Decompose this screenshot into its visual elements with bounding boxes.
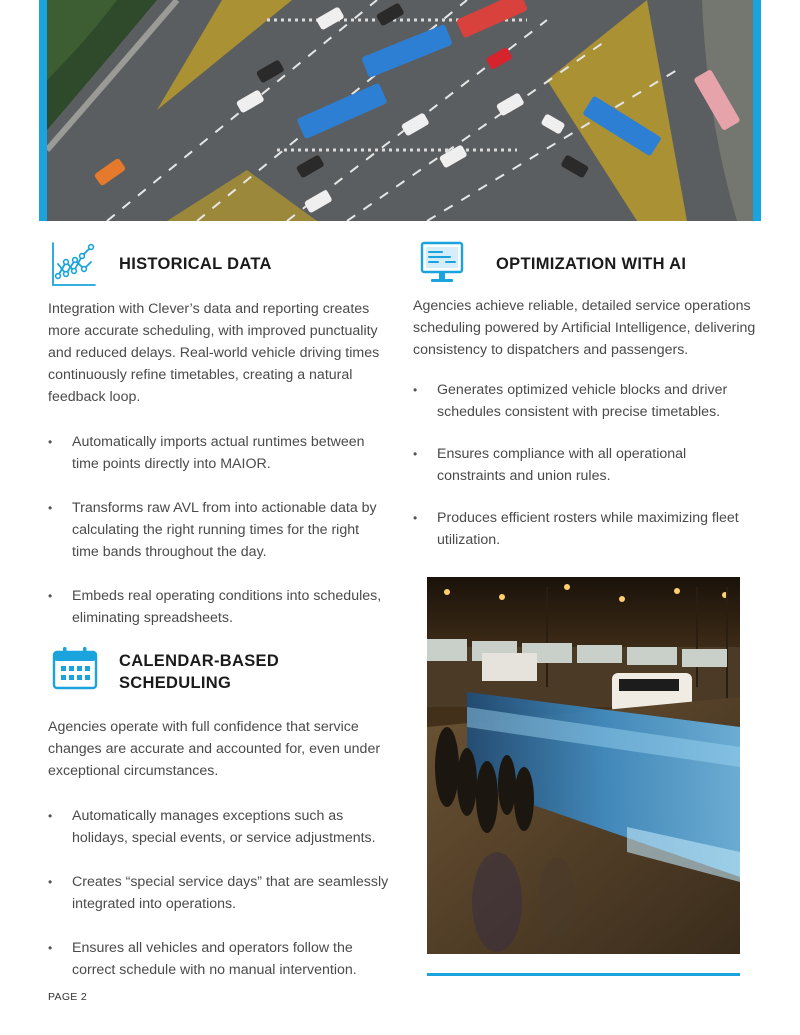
list-item: • Generates optimized vehicle blocks and driver schedules consistent with precise timetables. <box>413 379 758 423</box>
ai-optimization-bullets <box>413 379 758 551</box>
historical-data-intro: Integration with Clever’s data and reporting creates more accurate scheduling, with improved punctuality and reduced delays. Real-world vehicle driving times continuously refine timetables, creating a natural feedback loop. <box>48 301 380 405</box>
list-item: • Embeds real operating conditions into schedules, eliminating spreadsheets. <box>48 585 388 629</box>
list-item: • Produces efficient rosters while maximizing fleet utilization. <box>413 507 758 551</box>
ai-optimization-intro: Agencies achieve reliable, detailed service operations scheduling powered by Artificial Intelligence, delivering consistency to dispatchers and passengers. <box>413 298 756 358</box>
calendar-title-line1: CALENDAR-BASED <box>119 652 280 670</box>
hero-frame <box>39 0 761 221</box>
calendar-title <box>119 650 279 694</box>
monitor-icon <box>420 241 464 285</box>
calendar-bullets <box>48 805 393 981</box>
list-item: • Automatically imports actual runtimes between time points directly into MAIOR. <box>48 431 388 475</box>
list-item: • Ensures compliance with all operational constraints and union rules. <box>413 443 758 487</box>
bus-station-photo <box>427 577 740 954</box>
list-item: • Creates “special service days” that are seamlessly integrated into operations. <box>48 871 393 915</box>
list-item: • Automatically manages exceptions such as holidays, special events, or service adjustments. <box>48 805 393 849</box>
historical-data-title: HISTORICAL DATA <box>119 255 272 273</box>
list-item: • Transforms raw AVL from into actionable data by calculating the right running times for the right time bands throughout the day. <box>48 497 388 563</box>
historical-data-bullets <box>48 431 388 629</box>
page-number: PAGE 2 <box>48 991 87 1003</box>
accent-divider <box>427 973 740 976</box>
ai-optimization-title: OPTIMIZATION WITH AI <box>496 255 687 273</box>
hero-intersection-photo <box>47 0 753 221</box>
list-item: • Ensures all vehicles and operators follow the correct schedule with no manual intervention. <box>48 937 393 981</box>
line-chart-icon <box>48 240 98 288</box>
calendar-intro: Agencies operate with full confidence that service changes are accurate and accounted for, even under exceptional circumstances. <box>48 719 381 779</box>
calendar-title-line2: SCHEDULING <box>119 674 232 692</box>
calendar-icon <box>52 646 98 690</box>
